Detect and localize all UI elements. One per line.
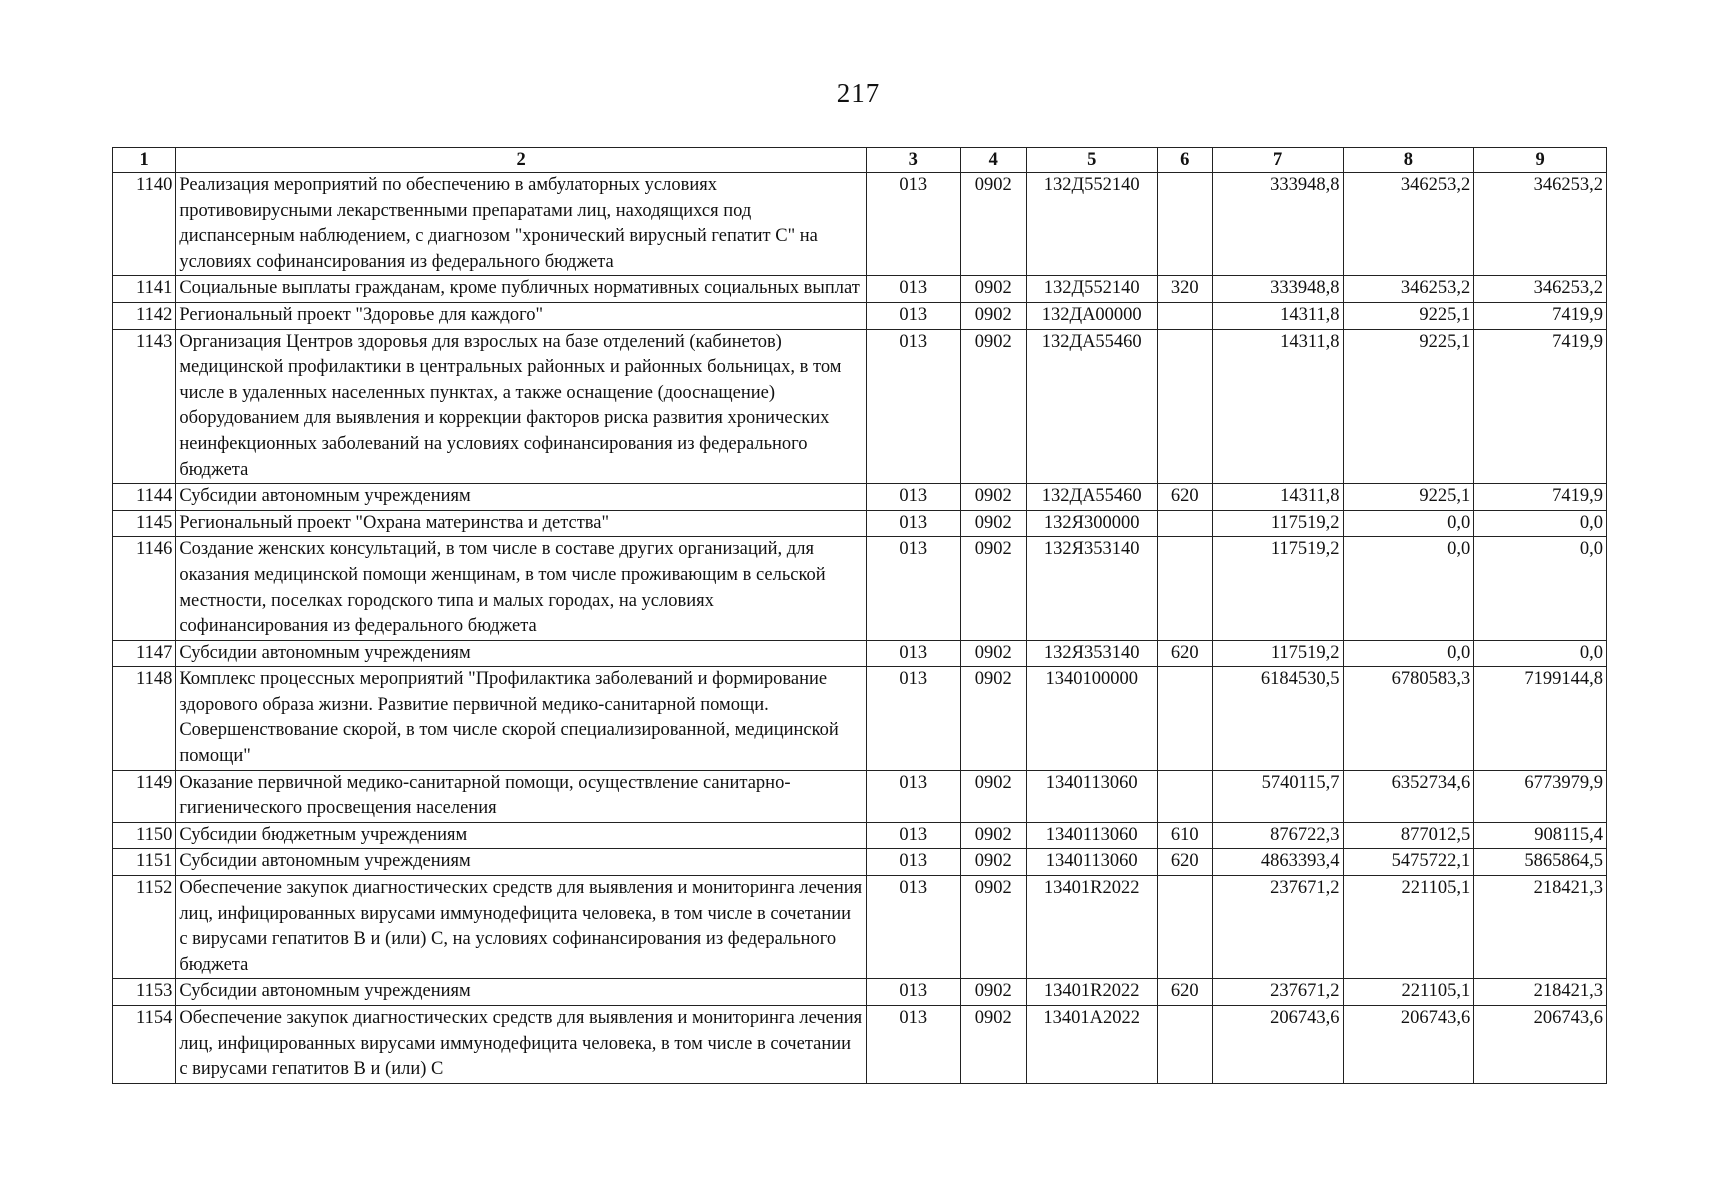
amount-col9-cell: 346253,2 (1474, 173, 1607, 276)
section-code-cell: 0902 (960, 640, 1026, 667)
page-number: 217 (836, 78, 881, 108)
amount-col9-cell: 218421,3 (1474, 876, 1607, 979)
section-code-cell: 0902 (960, 822, 1026, 849)
amount-col9-cell: 908115,4 (1474, 822, 1607, 849)
amount-col8-cell: 206743,6 (1343, 1006, 1474, 1084)
table-row (113, 667, 1607, 770)
row-number-cell: 1154 (113, 1006, 176, 1084)
expense-type-cell (1157, 876, 1212, 979)
target-article-cell: 13401R2022 (1026, 979, 1157, 1006)
ministry-code-cell: 013 (867, 173, 961, 276)
column-header: 3 (867, 148, 961, 173)
table-row (113, 537, 1607, 640)
expense-type-cell (1157, 510, 1212, 537)
ministry-code-cell: 013 (867, 822, 961, 849)
row-number-cell: 1152 (113, 876, 176, 979)
expense-type-cell (1157, 537, 1212, 640)
amount-col8-cell: 5475722,1 (1343, 849, 1474, 876)
expense-type-cell (1157, 302, 1212, 329)
amount-col7-cell: 117519,2 (1212, 640, 1343, 667)
table-header (113, 148, 1607, 173)
row-number-cell: 1146 (113, 537, 176, 640)
header-row (113, 148, 1607, 173)
target-article-cell: 13401R2022 (1026, 876, 1157, 979)
amount-col8-cell: 346253,2 (1343, 173, 1474, 276)
target-article-cell: 132Д552140 (1026, 173, 1157, 276)
row-number-cell: 1147 (113, 640, 176, 667)
table-row (113, 276, 1607, 303)
table-row (113, 329, 1607, 484)
amount-col8-cell: 221105,1 (1343, 979, 1474, 1006)
section-code-cell: 0902 (960, 484, 1026, 511)
ministry-code-cell: 013 (867, 510, 961, 537)
amount-col7-cell: 333948,8 (1212, 276, 1343, 303)
expense-type-cell (1157, 329, 1212, 484)
table-row (113, 876, 1607, 979)
row-number-cell: 1148 (113, 667, 176, 770)
target-article-cell: 132Я353140 (1026, 537, 1157, 640)
expense-type-cell (1157, 667, 1212, 770)
table-row (113, 1006, 1607, 1084)
column-header: 9 (1474, 148, 1607, 173)
ministry-code-cell: 013 (867, 849, 961, 876)
ministry-code-cell: 013 (867, 1006, 961, 1084)
description-cell: Региональный проект "Охрана материнства и детства" (176, 510, 867, 537)
row-number-cell: 1151 (113, 849, 176, 876)
ministry-code-cell: 013 (867, 876, 961, 979)
section-code-cell: 0902 (960, 276, 1026, 303)
section-code-cell: 0902 (960, 667, 1026, 770)
target-article-cell: 132Д552140 (1026, 276, 1157, 303)
amount-col9-cell: 206743,6 (1474, 1006, 1607, 1084)
row-number-cell: 1153 (113, 979, 176, 1006)
description-cell: Оказание первичной медико-санитарной помощи, осуществление санитарно-гигиенического просвещения населения (176, 770, 867, 822)
amount-col7-cell: 14311,8 (1212, 484, 1343, 511)
description-cell: Комплекс процессных мероприятий "Профилактика заболеваний и формирование здорового образа жизни. Развитие первичной медико-санитарной помощи. Совершенствование скорой, в том числе скорой специализированной, медицинской помощи" (176, 667, 867, 770)
expense-type-cell: 620 (1157, 849, 1212, 876)
description-cell: Субсидии автономным учреждениям (176, 484, 867, 511)
target-article-cell: 1340113060 (1026, 849, 1157, 876)
amount-col8-cell: 9225,1 (1343, 302, 1474, 329)
table-row (113, 302, 1607, 329)
ministry-code-cell: 013 (867, 484, 961, 511)
target-article-cell: 132Я353140 (1026, 640, 1157, 667)
expense-type-cell: 620 (1157, 484, 1212, 511)
amount-col9-cell: 346253,2 (1474, 276, 1607, 303)
row-number-cell: 1145 (113, 510, 176, 537)
table-row (113, 173, 1607, 276)
amount-col9-cell: 218421,3 (1474, 979, 1607, 1006)
amount-col8-cell: 221105,1 (1343, 876, 1474, 979)
amount-col9-cell: 7419,9 (1474, 484, 1607, 511)
amount-col7-cell: 117519,2 (1212, 510, 1343, 537)
amount-col9-cell: 5865864,5 (1474, 849, 1607, 876)
amount-col8-cell: 877012,5 (1343, 822, 1474, 849)
section-code-cell: 0902 (960, 329, 1026, 484)
column-header: 7 (1212, 148, 1343, 173)
column-header: 5 (1026, 148, 1157, 173)
ministry-code-cell: 013 (867, 276, 961, 303)
table-row (113, 510, 1607, 537)
amount-col8-cell: 9225,1 (1343, 484, 1474, 511)
amount-col7-cell: 14311,8 (1212, 329, 1343, 484)
expense-type-cell (1157, 173, 1212, 276)
table-row (113, 640, 1607, 667)
section-code-cell: 0902 (960, 537, 1026, 640)
row-number-cell: 1143 (113, 329, 176, 484)
row-number-cell: 1150 (113, 822, 176, 849)
section-code-cell: 0902 (960, 770, 1026, 822)
column-header: 6 (1157, 148, 1212, 173)
expense-type-cell: 610 (1157, 822, 1212, 849)
amount-col9-cell: 7199144,8 (1474, 667, 1607, 770)
row-number-cell: 1149 (113, 770, 176, 822)
table-row (113, 484, 1607, 511)
ministry-code-cell: 013 (867, 537, 961, 640)
ministry-code-cell: 013 (867, 770, 961, 822)
table-body (113, 173, 1607, 1084)
ministry-code-cell: 013 (867, 667, 961, 770)
ministry-code-cell: 013 (867, 640, 961, 667)
target-article-cell: 132Я300000 (1026, 510, 1157, 537)
description-cell: Реализация мероприятий по обеспечению в амбулаторных условиях противовирусными лекарственными препаратами лиц, находящихся под диспансерным наблюдением, с диагнозом "хронический вирусный гепатит С" на условиях софинансирования из федерального бюджета (176, 173, 867, 276)
amount-col8-cell: 0,0 (1343, 537, 1474, 640)
amount-col8-cell: 346253,2 (1343, 276, 1474, 303)
amount-col8-cell: 9225,1 (1343, 329, 1474, 484)
table-row (113, 849, 1607, 876)
row-number-cell: 1141 (113, 276, 176, 303)
expense-type-cell: 620 (1157, 640, 1212, 667)
table-row (113, 822, 1607, 849)
ministry-code-cell: 013 (867, 302, 961, 329)
amount-col8-cell: 0,0 (1343, 510, 1474, 537)
amount-col9-cell: 7419,9 (1474, 329, 1607, 484)
target-article-cell: 132ДА55460 (1026, 484, 1157, 511)
amount-col7-cell: 6184530,5 (1212, 667, 1343, 770)
description-cell: Субсидии автономным учреждениям (176, 640, 867, 667)
column-header: 1 (113, 148, 176, 173)
target-article-cell: 1340113060 (1026, 822, 1157, 849)
amount-col9-cell: 0,0 (1474, 537, 1607, 640)
expense-type-cell: 620 (1157, 979, 1212, 1006)
amount-col9-cell: 0,0 (1474, 510, 1607, 537)
expense-type-cell (1157, 770, 1212, 822)
section-code-cell: 0902 (960, 979, 1026, 1006)
section-code-cell: 0902 (960, 173, 1026, 276)
amount-col8-cell: 6352734,6 (1343, 770, 1474, 822)
description-cell: Региональный проект "Здоровье для каждого" (176, 302, 867, 329)
description-cell: Создание женских консультаций, в том числе в составе других организаций, для оказания медицинской помощи женщинам, в том числе проживающим в сельской местности, поселках городского типа и малых городах, на условиях софинансирования из федерального бюджета (176, 537, 867, 640)
amount-col8-cell: 6780583,3 (1343, 667, 1474, 770)
target-article-cell: 13401А2022 (1026, 1006, 1157, 1084)
amount-col7-cell: 237671,2 (1212, 979, 1343, 1006)
amount-col7-cell: 117519,2 (1212, 537, 1343, 640)
column-header: 4 (960, 148, 1026, 173)
column-header: 2 (176, 148, 867, 173)
amount-col9-cell: 7419,9 (1474, 302, 1607, 329)
section-code-cell: 0902 (960, 510, 1026, 537)
amount-col7-cell: 237671,2 (1212, 876, 1343, 979)
target-article-cell: 132ДА55460 (1026, 329, 1157, 484)
ministry-code-cell: 013 (867, 329, 961, 484)
target-article-cell: 1340113060 (1026, 770, 1157, 822)
section-code-cell: 0902 (960, 1006, 1026, 1084)
column-header: 8 (1343, 148, 1474, 173)
description-cell: Субсидии автономным учреждениям (176, 849, 867, 876)
row-number-cell: 1140 (113, 173, 176, 276)
amount-col8-cell: 0,0 (1343, 640, 1474, 667)
row-number-cell: 1144 (113, 484, 176, 511)
description-cell: Субсидии бюджетным учреждениям (176, 822, 867, 849)
target-article-cell: 132ДА00000 (1026, 302, 1157, 329)
table-row (113, 979, 1607, 1006)
budget-table (112, 147, 1607, 1084)
target-article-cell: 1340100000 (1026, 667, 1157, 770)
row-number-cell: 1142 (113, 302, 176, 329)
section-code-cell: 0902 (960, 849, 1026, 876)
section-code-cell: 0902 (960, 302, 1026, 329)
amount-col7-cell: 206743,6 (1212, 1006, 1343, 1084)
description-cell: Организация Центров здоровья для взрослых на базе отделений (кабинетов) медицинской профилактики в центральных районных и районных больницах, в том числе в удаленных населенных пунктах, а также оснащение (дооснащение) оборудованием для выявления и коррекции факторов риска развития хронических неинфекционных заболеваний на условиях софинансирования из федерального бюджета (176, 329, 867, 484)
expense-type-cell: 320 (1157, 276, 1212, 303)
amount-col7-cell: 5740115,7 (1212, 770, 1343, 822)
amount-col7-cell: 333948,8 (1212, 173, 1343, 276)
description-cell: Обеспечение закупок диагностических средств для выявления и мониторинга лечения лиц, инфицированных вирусами иммунодефицита человека, в том числе в сочетании с вирусами гепатитов В и (или) С (176, 1006, 867, 1084)
amount-col7-cell: 4863393,4 (1212, 849, 1343, 876)
table-row (113, 770, 1607, 822)
description-cell: Субсидии автономным учреждениям (176, 979, 867, 1006)
amount-col7-cell: 14311,8 (1212, 302, 1343, 329)
expense-type-cell (1157, 1006, 1212, 1084)
description-cell: Обеспечение закупок диагностических средств для выявления и мониторинга лечения лиц, инфицированных вирусами иммунодефицита человека, в том числе в сочетании с вирусами гепатитов В и (или) С, на условиях софинансирования из федерального бюджета (176, 876, 867, 979)
section-code-cell: 0902 (960, 876, 1026, 979)
amount-col9-cell: 6773979,9 (1474, 770, 1607, 822)
amount-col7-cell: 876722,3 (1212, 822, 1343, 849)
description-cell: Социальные выплаты гражданам, кроме публичных нормативных социальных выплат (176, 276, 867, 303)
amount-col9-cell: 0,0 (1474, 640, 1607, 667)
ministry-code-cell: 013 (867, 979, 961, 1006)
